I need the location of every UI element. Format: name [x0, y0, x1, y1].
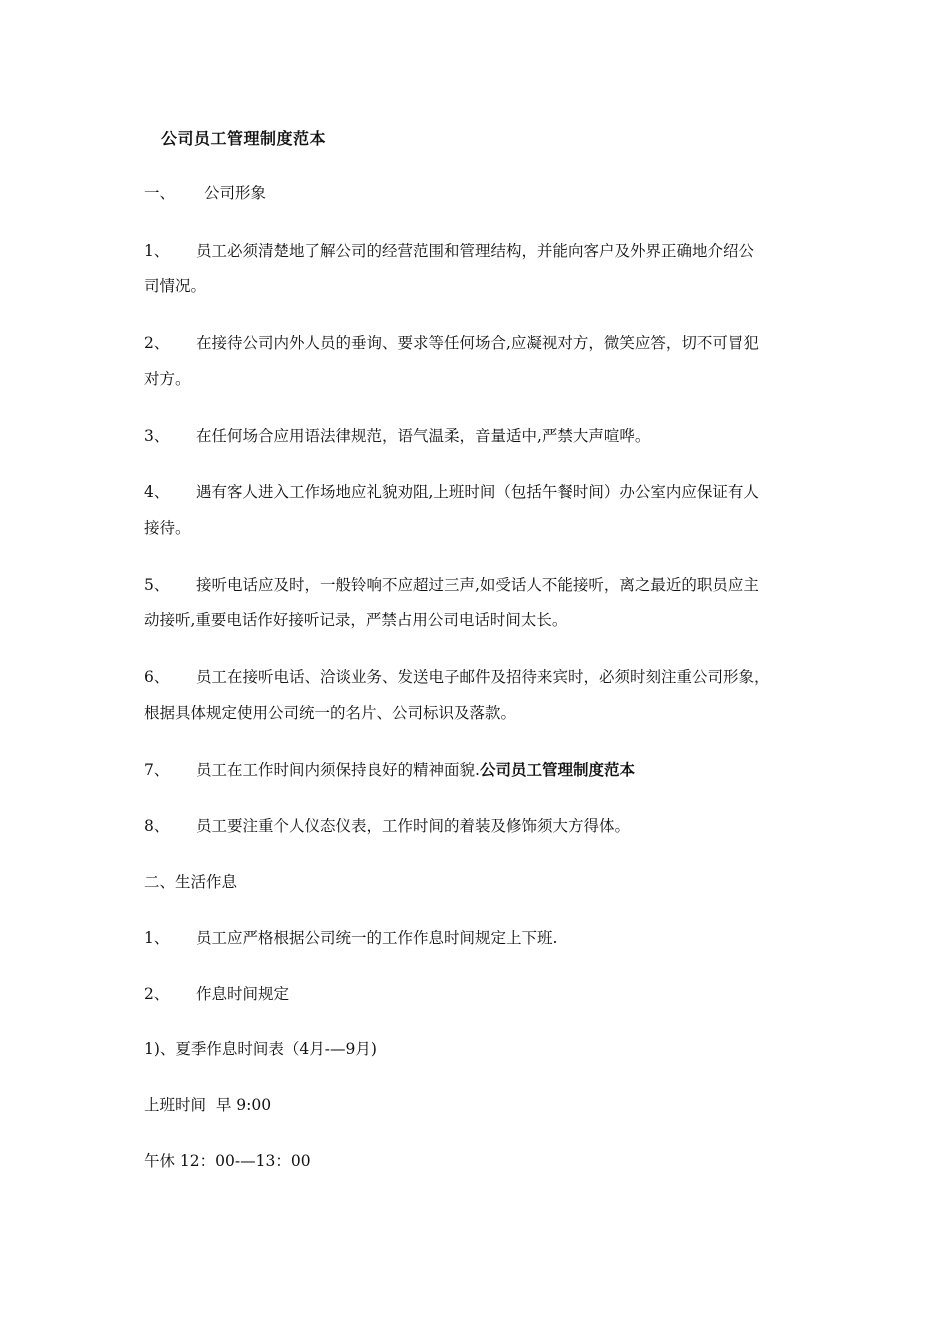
item-text: 员工要注重个人仪态仪表，工作时间的着装及修饰须大方得体。 — [196, 817, 631, 835]
item-number: 8、 — [144, 817, 170, 835]
item-number: 1、 — [144, 929, 170, 947]
section-number: 一、 — [144, 184, 176, 202]
item-text: 员工应严格根据公司统一的工作作息时间规定上下班. — [196, 929, 558, 947]
list-item — [144, 667, 770, 687]
list-item — [144, 333, 759, 353]
document-title: 公司员工管理制度范本 — [161, 129, 327, 148]
item-text: 员工在接听电话、洽谈业务、发送电子邮件及招待来宾时，必须时刻注重公司形象， — [196, 668, 770, 686]
item-text: 遇有客人进入工作场地应礼貌劝阻,上班时间（包括午餐时间）办公室内应保证有人 — [196, 483, 759, 501]
list-item — [144, 575, 759, 595]
section-heading-daily-schedule: 二、生活作息 — [144, 873, 238, 891]
item-text: 在接待公司内外人员的垂询、要求等任何场合,应凝视对方，微笑应答，切不可冒犯 — [196, 334, 759, 352]
item-text: 作息时间规定 — [196, 985, 290, 1003]
item-text: 员工必须清楚地了解公司的经营范围和管理结构，并能向客户及外界正确地介绍公 — [196, 242, 755, 260]
list-item — [144, 760, 635, 780]
section-title: 公司形象 — [204, 184, 267, 202]
list-item — [144, 928, 557, 948]
item-text-continued: 对方。 — [144, 370, 191, 388]
item-bold-suffix: 公司员工管理制度范本 — [479, 760, 635, 779]
item-text: 在任何场合应用语法律规范，语气温柔，音量适中,严禁大声喧哗。 — [196, 427, 651, 445]
item-number: 6、 — [144, 668, 170, 686]
summer-schedule-title: 1)、夏季作息时间表（4月-—9月) — [144, 1040, 377, 1058]
item-number: 5、 — [144, 576, 170, 594]
list-item — [144, 241, 754, 261]
section-heading-company-image — [144, 183, 266, 203]
list-item — [144, 984, 289, 1004]
item-text-continued: 根据具体规定使用公司统一的名片、公司标识及落款。 — [144, 704, 517, 722]
item-number: 3、 — [144, 427, 170, 445]
item-text: 接听电话应及时，一般铃响不应超过三声,如受话人不能接听，离之最近的职员应主 — [196, 576, 759, 594]
item-text-continued: 司情况。 — [144, 277, 207, 295]
item-number: 7、 — [144, 761, 170, 779]
item-text-continued: 接待。 — [144, 519, 191, 537]
lunch-break-time: 午休 12：00-—13：00 — [144, 1152, 311, 1170]
item-text-continued: 动接听,重要电话作好接听记录，严禁占用公司电话时间太长。 — [144, 611, 568, 629]
item-number: 2、 — [144, 334, 170, 352]
item-number: 1、 — [144, 242, 170, 260]
list-item — [144, 816, 630, 836]
list-item — [144, 426, 650, 446]
work-start-time: 上班时间 早 9:00 — [144, 1096, 272, 1114]
item-text: 员工在工作时间内须保持良好的精神面貌. — [196, 761, 480, 779]
item-number: 2、 — [144, 985, 170, 1003]
item-number: 4、 — [144, 483, 170, 501]
list-item — [144, 482, 759, 502]
